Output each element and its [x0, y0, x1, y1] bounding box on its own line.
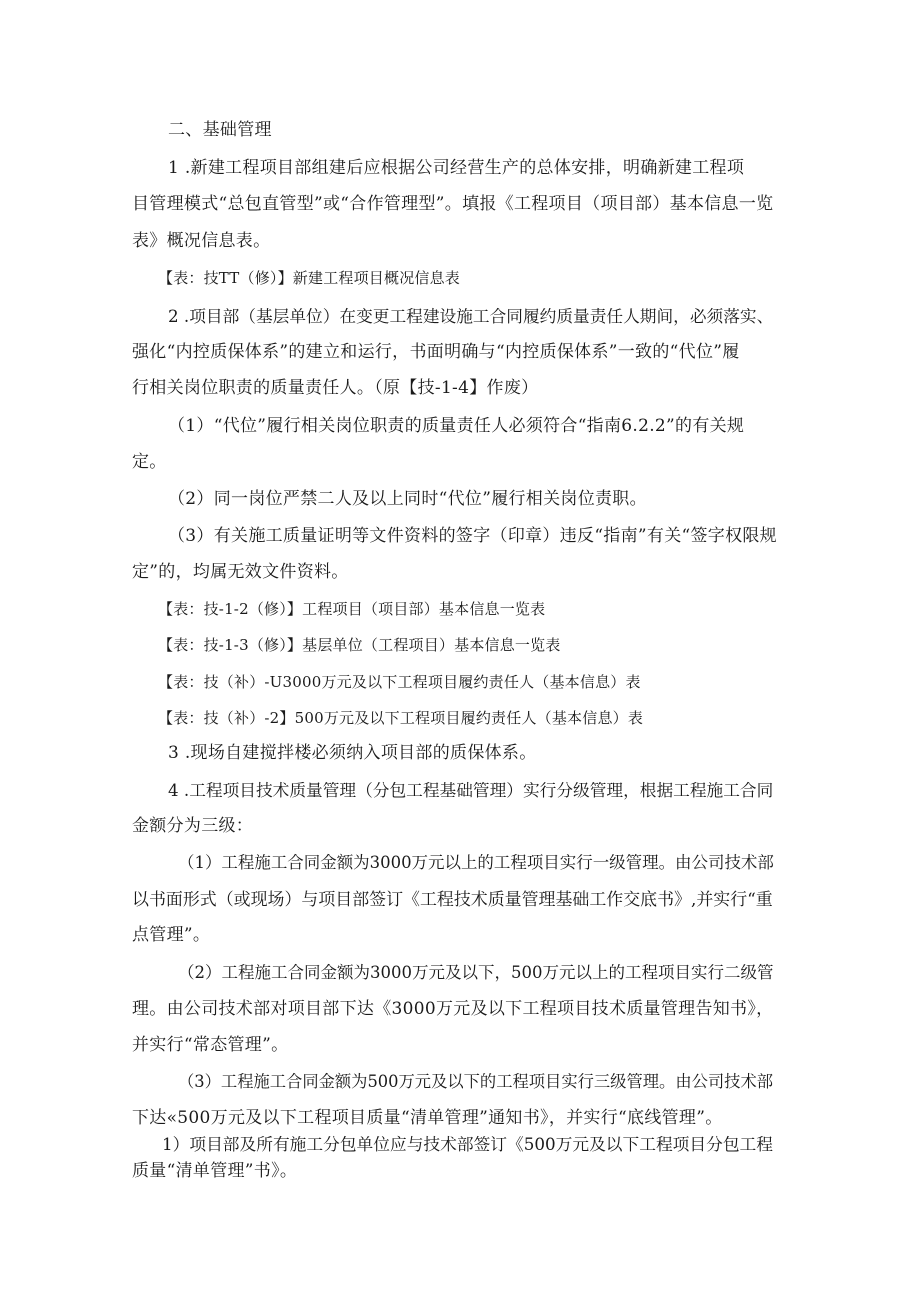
- paragraph-1-line-2: 目管理模式“总包直管型”或“合作管理型”。填报《工程项目（项目部）基本信息一览: [132, 194, 774, 214]
- paragraph-4-line-2: 金额分为三级：: [132, 816, 254, 836]
- form-reference-tt: 【表：技TT（修）】新建工程项目概况信息表: [158, 269, 460, 287]
- paragraph-4-item-1-line-3: 点管理”。: [132, 925, 211, 945]
- paragraph-4-item-3-sub-1-line-2: 质量“清单管理”书》。: [132, 1161, 298, 1181]
- paragraph-4-item-1-line-1: （1）工程施工合同金额为3000万元以上的工程项目实行一级管理。由公司技术部: [178, 853, 774, 872]
- paragraph-2-item-1-line-1: （1）“代位”履行相关岗位职责的质量责任人必须符合“指南6.2.2”的有关规: [168, 416, 745, 436]
- paragraph-3: 3 .现场自建搅拌楼必须纳入项目部的质保体系。: [168, 743, 537, 763]
- section-title: 二、基础管理: [168, 120, 272, 140]
- paragraph-4-line-1: 4 .工程项目技术质量管理（分包工程基础管理）实行分级管理，根据工程施工合同: [168, 780, 774, 800]
- form-reference-1-3: 【表：技-1-3（修）】基层单位（工程项目）基本信息一览表: [158, 636, 561, 654]
- paragraph-1-line-3: 表》概况信息表。: [132, 231, 271, 251]
- paragraph-4-item-3-sub-1-line-1: 1）项目部及所有施工分包单位应与技术部签订《500万元及以下工程项目分包工程: [162, 1134, 773, 1154]
- form-reference-supplement-2: 【表：技（补）-2】500万元及以下工程项目履约责任人（基本信息）表: [158, 709, 644, 727]
- paragraph-2-item-3-line-2: 定”的，均属无效文件资料。: [132, 562, 349, 582]
- paragraph-2-item-3-line-1: （3）有关施工质量证明等文件资料的签字（印章）违反“指南”有关“签字权限规: [168, 526, 777, 546]
- paragraph-2-line-1: 2 .项目部（基层单位）在变更工程建设施工合同履约质量责任人期间，必须落实、: [168, 306, 774, 326]
- paragraph-4-item-3-line-1: （3）工程施工合同金额为500万元及以下的工程项目实行三级管理。由公司技术部: [178, 1072, 774, 1091]
- paragraph-4-item-2-line-2: 理。由公司技术部对项目部下达《3000万元及以下工程项目技术质量管理告知书》，: [132, 999, 774, 1019]
- paragraph-2-item-2: （2）同一岗位严禁二人及以上同时“代位”履行相关岗位责职。: [168, 489, 647, 509]
- paragraph-2-line-3: 行相关岗位职责的质量责任人。（原【技-1-4】作废）: [132, 378, 539, 398]
- paragraph-4-item-2-line-1: （2）工程施工合同金额为3000万元及以下，500万元以上的工程项目实行二级管: [178, 963, 774, 982]
- paragraph-4-item-3-line-2: 下达«500万元及以下工程项目质量“清单管理”通知书》，并实行“底线管理”。: [132, 1108, 723, 1128]
- paragraph-2-line-2: 强化“内控质保体系”的建立和运行，书面明确与“内控质保体系”一致的“代位”履: [132, 342, 740, 362]
- paragraph-4-item-2-line-3: 并实行“常态管理”。: [132, 1035, 289, 1055]
- form-reference-supplement-1: 【表：技（补）-U3000万元及以下工程项目履约责任人（基本信息）表: [158, 673, 641, 691]
- paragraph-2-item-1-line-2: 定。: [132, 452, 167, 472]
- form-reference-1-2: 【表：技-1-2（修）】工程项目（项目部）基本信息一览表: [158, 600, 546, 618]
- paragraph-4-item-1-line-2: 以书面形式（或现场）与项目部签订《工程技术质量管理基础工作交底书》,并实行“重: [132, 889, 773, 909]
- paragraph-1-line-1: 1 .新建工程项目部组建后应根据公司经营生产的总体安排，明确新建工程项: [168, 158, 745, 178]
